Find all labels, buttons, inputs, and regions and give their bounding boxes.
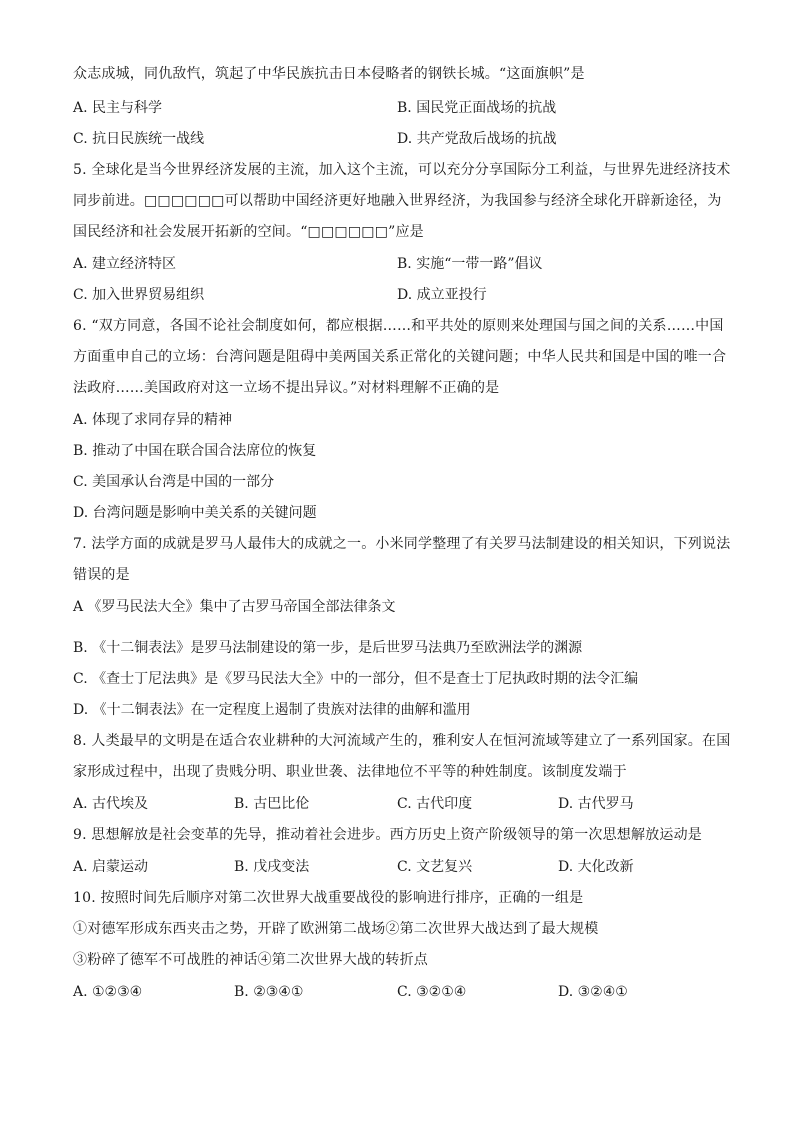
q6-stem-line-3: 法政府……美国政府对这一立场不提出异议。”对材料理解不正确的是 (73, 380, 500, 396)
q5-option-c: C. 加入世界贸易组织 (73, 287, 205, 303)
q7-option-d: D. 《十二铜表法》在一定程度上遏制了贵族对法律的曲解和滥用 (73, 702, 471, 718)
q9-stem-line-1: 9. 思想解放是社会变革的先导，推动着社会进步。西方历史上资产阶级领导的第一次思想解放运动是 (73, 827, 703, 843)
q5-option-a: A. 建立经济特区 (73, 256, 177, 272)
q8-stem-line-2: 家形成过程中，出现了贵贱分明、职业世袭、法律地位不平等的种姓制度。该制度发端于 (73, 764, 627, 780)
q6-stem-line-1: 6. “双方同意，各国不论社会制度如何，都应根据……和平共处的原则来处理国与国之间的关系……中国 (73, 318, 724, 334)
q10-option-c: C. ③②①④ (397, 984, 467, 1000)
q7-option-b: B. 《十二铜表法》是罗马法制建设的第一步，是后世罗马法典乃至欧洲法学的渊源 (73, 640, 583, 656)
q5-option-d: D. 成立亚投行 (397, 287, 487, 303)
q4-option-b: B. 国民党正面战场的抗战 (397, 100, 557, 116)
q5-stem-line-2: 同步前进。□□□□□□可以帮助中国经济更好地融入世界经济，为我国参与经济全球化开辟新途径，为 (73, 193, 722, 209)
q5-stem-line-3: 国民经济和社会发展开拓新的空间。“□□□□□□”应是 (73, 224, 424, 240)
q8-option-d: D. 古代罗马 (558, 796, 634, 812)
q5-option-b: B. 实施“一带一路”倡议 (397, 256, 543, 272)
q4-option-c: C. 抗日民族统一战线 (73, 131, 205, 147)
q9-option-d: D. 大化改新 (558, 859, 634, 875)
q10-option-b: B. ②③④① (234, 984, 304, 1000)
q8-option-a: A. 古代埃及 (73, 796, 149, 812)
q10-option-d: D. ③②④① (558, 984, 628, 1000)
q4-option-a: A. 民主与科学 (73, 100, 163, 116)
q8-option-c: C. 古代印度 (397, 796, 473, 812)
q9-option-c: C. 文艺复兴 (397, 859, 473, 875)
q10-stem-line-1: 10. 按照时间先后顺序对第二次世界大战重要战役的影响进行排序，正确的一组是 (73, 890, 584, 906)
q4-option-d: D. 共产党敌后战场的抗战 (397, 131, 557, 147)
q7-option-c: C. 《查士丁尼法典》是《罗马民法大全》中的一部分，但不是查士丁尼执政时期的法令汇编 (73, 671, 639, 687)
q9-option-a: A. 启蒙运动 (73, 859, 149, 875)
q10-stem-line-2: ①对德军形成东西夹击之势，开辟了欧洲第二战场②第二次世界大战达到了最大规模 (73, 921, 599, 937)
q6-option-c: C. 美国承认台湾是中国的一部分 (73, 474, 275, 490)
q10-stem-line-3: ③粉碎了德军不可战胜的神话④第二次世界大战的转折点 (73, 952, 428, 968)
q6-option-a: A. 体现了求同存异的精神 (73, 412, 233, 428)
q7-stem-line-2: 错误的是 (73, 567, 130, 583)
q7-option-a: A 《罗马民法大全》集中了古罗马帝国全部法律条文 (73, 599, 396, 615)
q5-stem-line-1: 5. 全球化是当今世界经济发展的主流，加入这个主流，可以充分分享国际分工利益，与世界先进经济技术 (73, 162, 731, 178)
q9-option-b: B. 戊戌变法 (234, 859, 310, 875)
q8-stem-line-1: 8. 人类最早的文明是在适合农业耕种的大河流域产生的，雅利安人在恒河流域等建立了一系列国家。在国 (73, 733, 731, 749)
q6-option-d: D. 台湾问题是影响中美关系的关键问题 (73, 505, 317, 521)
q8-option-b: B. 古巴比伦 (234, 796, 310, 812)
q4-stem-tail: 众志成城，同仇敌忾，筑起了中华民族抗击日本侵略者的钢铁长城。“这面旗帜”是 (73, 66, 585, 82)
q6-option-b: B. 推动了中国在联合国合法席位的恢复 (73, 443, 317, 459)
q6-stem-line-2: 方面重申自己的立场：台湾问题是阻碍中美两国关系正常化的关键问题；中华人民共和国是中国的唯一合 (73, 349, 727, 365)
q10-option-a: A. ①②③④ (73, 984, 143, 1000)
q7-stem-line-1: 7. 法学方面的成就是罗马人最伟大的成就之一。小米同学整理了有关罗马法制建设的相关知识，下列说法 (73, 536, 731, 552)
